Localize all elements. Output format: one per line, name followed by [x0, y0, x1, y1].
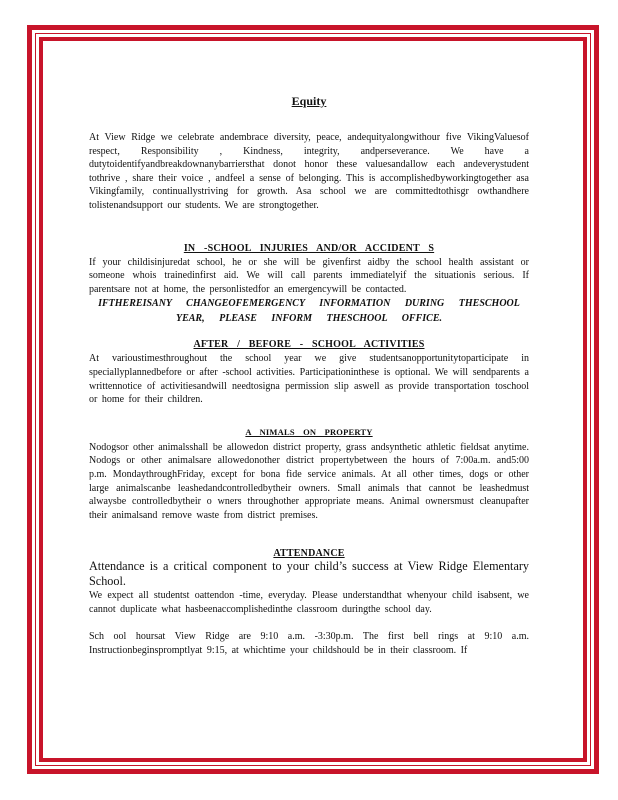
injuries-emphasis: IFTHEREISANY CHANGEOFEMERGENCY INFORMATION DURING THESCHOOL YEAR, PLEASE INFORM THESCHOOL OFFICE.: [98, 298, 520, 325]
page-title: Equity: [291, 94, 327, 108]
school-hours-paragraph: Sch ool hoursat View Ridge are 9:10 a.m. -3:30p.m. The first bell rings at 9:10 a.m. Instructionbeginspromptlyat 9:15, at whichtime your childshould be in their classroom. If: [89, 631, 529, 657]
animals-paragraph: Nodogsor other animalsshall be allowedon district property, grass andsynthetic athletic fieldsat anytime. Nodogs or other animalsare allowedonother district propertybetween the hours of 7:00a.m. and5:00 p.m. MondaythroughFriday, except for bona fide service animals. At all other times, dogs or other large animalscanbe leashedandcontrolledbytheir owners. Small animals that cannot be leashedmust alwaysbe controlledbytheir o wners throughother appropriate means. Animal ownersmust cleanupafter their animalsand remove waste from district premises.: [89, 441, 529, 521]
animals-heading: A NIMALS ON PROPERTY: [245, 426, 373, 437]
activities-heading: AFTER / BEFORE - SCHOOL ACTIVITIES: [193, 339, 425, 351]
injuries-paragraph: If your childisinjuredat school, he or she will be givenfirst aidby the school health assistant or someone whois trainedinfirst aid. We will call parents immediatelyif the situationis serious. If parentsare not at home, the personlistedfor an emergencywill be contacted.: [89, 256, 529, 295]
document-body: [89, 94, 529, 658]
attendance-paragraph: We expect all studentst oattendon -time, everyday. Please understandthat whenyour child isabsent, we cannot duplicate what hasbeenaccomplishedinthe classroom duringthe school day.: [89, 590, 529, 615]
attendance-heading: ATTENDANCE: [273, 548, 345, 560]
activities-paragraph: At varioustimesthroughout the school year we give studentsanopportunitytoparticipate in speciallyplannedbefore or after -school activities. Participationinthese is optional. We will sendparents a writtennotice of activitiesandwill needtosigna permission slip aswell as provide transportation toschool or home for their children.: [89, 353, 529, 406]
attendance-lead: Attendance is a critical component to your child’s success at View Ridge Elementary School.: [89, 559, 529, 589]
injuries-heading: IN -SCHOOL INJURIES AND/OR ACCIDENT S: [183, 242, 435, 254]
equity-paragraph: At View Ridge we celebrate andembrace diversity, peace, andequityalongwithour five VikingValuesof respect, Responsibility , Kindness, integrity, andperseverance. We have a dutytoidentifyandbreakdownanybarriersthat donot honor these valuesandallow each andeverystudent tothrive , share their voice , andfeel a sense of belonging. This is accomplishedbyworkingtogether asa Vikingfamily, continuallystriving for growth. Asa school we are committedtothisgr owthandhere tolistenandsupport our students. We are strongtogether.: [89, 132, 529, 211]
